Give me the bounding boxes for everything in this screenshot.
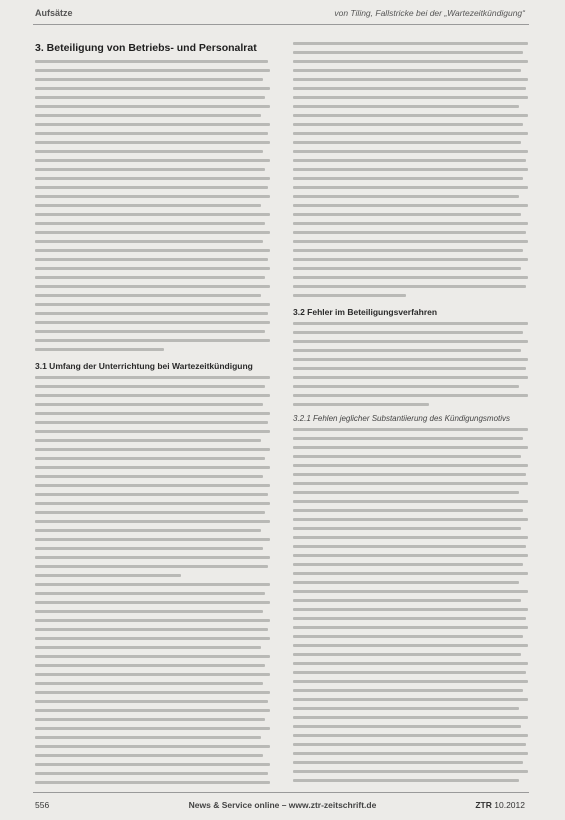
- journal-name: ZTR: [475, 800, 492, 810]
- body-text-block: [293, 428, 528, 784]
- footer-rule: [33, 792, 529, 793]
- running-title: von Tiling, Fallstricke bei der „Wartezeitkündigung“: [334, 8, 525, 18]
- body-text-block: [293, 322, 528, 406]
- section-heading-3-2-1: 3.2.1 Fehlen jeglicher Substantiierung des Kündigungsmotivs: [293, 414, 511, 423]
- section-heading-3: 3. Beteiligung von Betriebs- und Personalrat: [35, 42, 257, 54]
- body-text-block: [293, 42, 528, 297]
- issue-number: 10.2012: [494, 800, 525, 810]
- journal-website: News & Service online – www.ztr-zeitschrift.de: [188, 800, 377, 810]
- body-text-block: [35, 583, 270, 784]
- body-text-block: [35, 376, 270, 577]
- page-footer: [0, 800, 565, 814]
- section-tag: Aufsätze: [35, 8, 73, 18]
- section-heading-3-2: 3.2 Fehler im Beteiligungsverfahren: [293, 307, 438, 317]
- page-number: 556: [35, 800, 50, 810]
- journal-issue: [475, 800, 525, 810]
- right-column: [293, 34, 528, 784]
- body-text-block: [35, 60, 270, 351]
- header-rule: [33, 24, 529, 25]
- section-heading-3-1: 3.1 Umfang der Unterrichtung bei Wartezeitkündigung: [35, 361, 253, 371]
- page-header: [0, 8, 565, 24]
- left-column: [35, 34, 270, 784]
